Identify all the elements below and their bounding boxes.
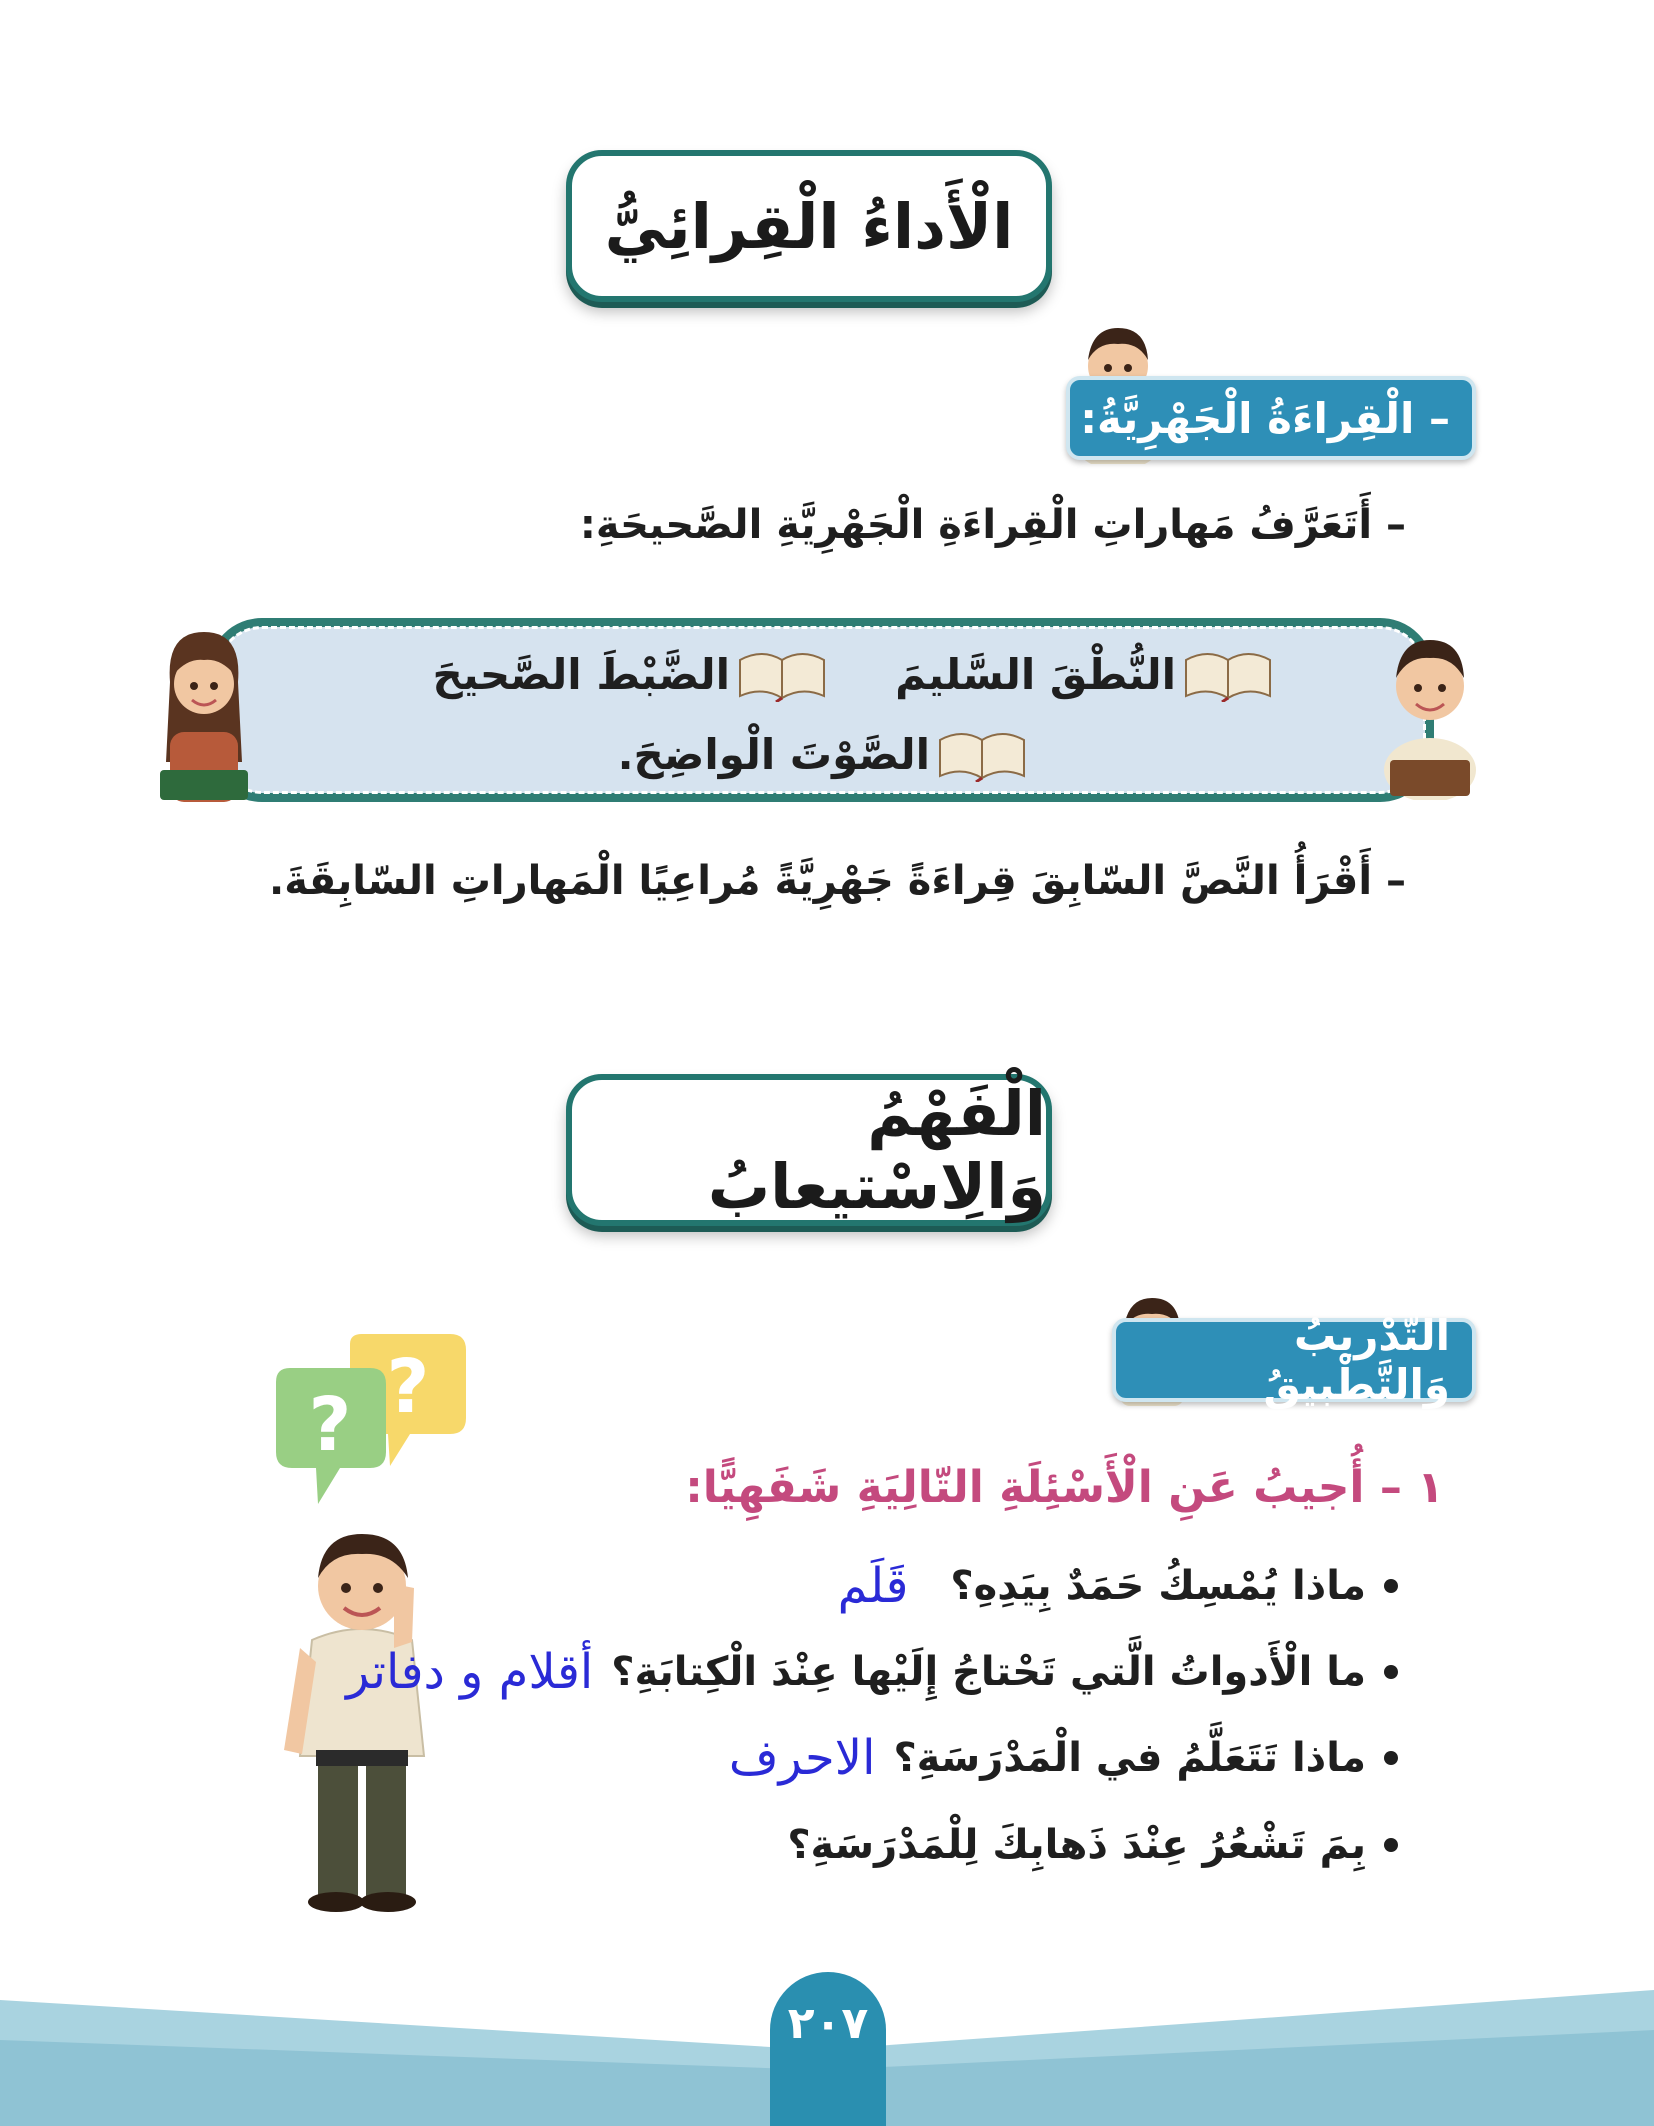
answer-text[interactable]: الاحرف: [728, 1730, 876, 1786]
section-pill-practice: [1112, 1311, 1476, 1409]
answer-text[interactable]: أقلام و دفاتر: [346, 1644, 594, 1700]
read-instruction: – أَقْرَأُ النَّصَّ السّابِقَ قِراءَةً جَهْرِيَّةً مُراعِيًا الْمَهاراتِ السّابِقَةَ.: [269, 858, 1406, 904]
skill-label: الضَّبْطَ الصَّحيحَ: [432, 649, 730, 699]
open-book-icon: [736, 646, 828, 702]
question-text: بِمَ تَشْعُرُ عِنْدَ ذَهابِكَ لِلْمَدْرَسَةِ؟: [787, 1822, 1366, 1868]
question-text: ماذا يُمْسِكُ حَمَدٌ بِيَدِهِ؟: [950, 1563, 1366, 1609]
answer-text[interactable]: قَلَم: [837, 1558, 909, 1614]
question-item: [346, 1644, 1398, 1700]
svg-text:?: ?: [386, 1344, 430, 1430]
skill-label: النُّطْقَ السَّليمَ: [895, 649, 1176, 699]
section-pill-oral-reading: [1066, 376, 1476, 460]
boy-reading-avatar-right: [1380, 620, 1480, 800]
skills-intro: – أَتَعَرَّفُ مَهاراتِ الْقِراءَةِ الْجَهْرِيَّةِ الصَّحيحَةِ:: [579, 502, 1406, 548]
section-pill-label: – الْقِراءَةُ الْجَهْرِيَّةُ:: [1080, 393, 1450, 443]
open-book-icon: [936, 726, 1028, 782]
lesson-title-card: [566, 150, 1052, 302]
question-item: [769, 1822, 1398, 1868]
girl-reading-avatar: [156, 622, 252, 802]
exercise-title: ١ – أُجيبُ عَنِ الْأَسْئِلَةِ التّالِيَةِ شَفَهِيًّا:: [685, 1462, 1444, 1513]
page-number: ٢٠٧: [770, 1972, 886, 2126]
question-bubbles-icon: [270, 1334, 470, 1510]
lesson-title: الْأَداءُ الْقِرائِيُّ: [604, 189, 1014, 263]
question-item: [729, 1730, 1398, 1786]
open-book-icon: [1182, 646, 1274, 702]
skill-item-clear-voice: [618, 726, 1028, 782]
skill-item-diacritics: [432, 646, 828, 702]
bullet-icon: [1384, 1579, 1398, 1593]
bullet-icon: [1384, 1665, 1398, 1679]
skill-label: الصَّوْتَ الْواضِحَ.: [617, 729, 930, 779]
question-text: ما الْأَدواتُ الَّتي تَحْتاجُ إِلَيْها عِنْدَ الْكِتابَةِ؟: [611, 1649, 1366, 1695]
thinking-boy-figure: [282, 1518, 442, 1914]
skill-item-pronunciation: [895, 646, 1274, 702]
comprehension-title-card: [566, 1074, 1052, 1226]
bullet-icon: [1384, 1838, 1398, 1852]
question-text: ماذا تَتَعَلَّمُ في الْمَدْرَسَةِ؟: [893, 1735, 1366, 1781]
svg-text:?: ?: [308, 1382, 352, 1468]
bullet-icon: [1384, 1751, 1398, 1765]
comprehension-title: الْفَهْمُ وَالِاسْتيعابُ: [707, 1077, 1046, 1223]
question-item: [838, 1558, 1398, 1614]
section-pill-label: التَّدْريبُ وَالتَّطْبيقُ: [1263, 1311, 1450, 1409]
